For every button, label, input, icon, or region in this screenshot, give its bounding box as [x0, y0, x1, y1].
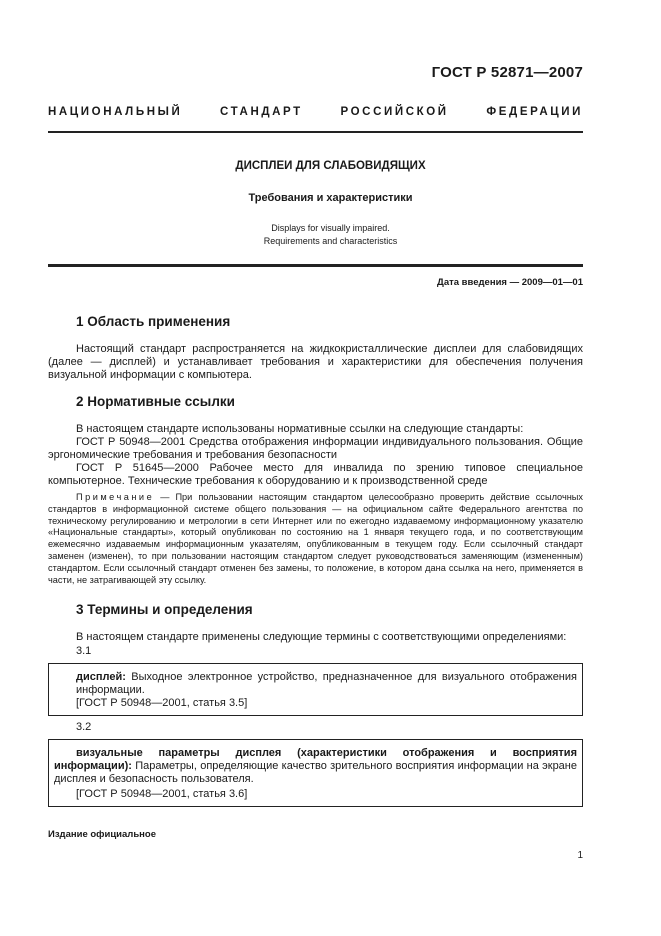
top-divider — [48, 131, 583, 133]
section2-note — [48, 492, 583, 586]
section2-body — [48, 423, 583, 488]
page-number: 1 — [577, 850, 583, 861]
term2-name: визуальные параметры дисплея (характеристики отображения и восприятия информации): — [54, 747, 577, 772]
section3-heading: 3 Термины и определения — [76, 602, 253, 617]
term2-number: 3.2 — [76, 721, 92, 733]
term1-name: дисплей: — [76, 671, 126, 683]
term2-box — [48, 739, 583, 807]
term1-box — [48, 663, 583, 716]
document-subtitle: Требования и характеристики — [248, 192, 413, 204]
english-title-line1: Displays for visually impaired. — [271, 223, 390, 233]
term1-def: Выходное электронное устройство, предназначенное для визуального отображения информации. — [76, 671, 577, 696]
section2-intro: В настоящем стандарте использованы нормативные ссылки на следующие стандарты: — [76, 423, 524, 435]
section2-ref2: ГОСТ Р 51645—2000 Рабочее место для инвалида по зрению типовое специальное компьютерное. Технические требования к оборудованию и к производственной среде — [48, 462, 583, 487]
section1-heading: 1 Область применения — [76, 314, 231, 329]
note-label: Примечание — [76, 492, 155, 502]
national-standard-banner: НАЦИОНАЛЬНЫЙ СТАНДАРТ РОССИЙСКОЙ ФЕДЕРАЦИИ — [48, 106, 583, 118]
edition-label: Издание официальное — [48, 829, 156, 840]
term2-definition — [54, 747, 577, 786]
term1-reference: [ГОСТ Р 50948—2001, статья 3.5] — [76, 697, 248, 709]
section1-text: Настоящий стандарт распространяется на жидкокристаллические дисплеи для слабовидящих (далее — дисплей) и устанавливает требования и характеристики для обеспечения получения визуальной информации с компьютера. — [48, 343, 583, 381]
section2-heading: 2 Нормативные ссылки — [76, 394, 235, 409]
section2-ref1: ГОСТ Р 50948—2001 Средства отображения информации индивидуального пользования. Общие эргономические требования и требования безопасности — [48, 436, 583, 461]
term2-def: Параметры, определяющие качество зрительного восприятия информации на экране дисплея и безопасность пользователя. — [54, 760, 577, 785]
english-title — [0, 222, 661, 248]
note-text: — При пользовании настоящим стандартом целесообразно проверить действие ссылочных стандартов в информационной системе общего пользования — на официальном сайте Федерального агентства по техническому регулированию и метрологии в сети Интернет или по ежегодно издаваемому информационному указателю «Национальные стандарты», который опубликован по состоянию на 1 января текущего года, и по соответствующим ежемесячно издаваемым информационным указателям, опубликованным в текущем году. Если ссылочный стандарт заменен (изменен), то при пользовании настоящим стандартом следует руководствоваться заменяющим (измененным) стандартом. Если ссылочный стандарт отменен без замены, то положение, в котором дана ссылка на него, применяется в части, не затрагивающей эту ссылку. — [48, 492, 583, 585]
english-title-line2: Requirements and characteristics — [263, 236, 398, 246]
section3-intro: В настоящем стандарте применены следующие термины с соответствующими определениями: — [76, 631, 567, 643]
term1-number: 3.1 — [76, 645, 92, 657]
effective-date: Дата введения — 2009—01—01 — [437, 277, 583, 288]
term2-reference: [ГОСТ Р 50948—2001, статья 3.6] — [76, 788, 248, 800]
middle-divider — [48, 264, 583, 267]
standard-number: ГОСТ Р 52871—2007 — [431, 64, 583, 81]
document-title: ДИСПЛЕИ ДЛЯ СЛАБОВИДЯЩИХ — [235, 160, 426, 172]
term1-definition — [76, 671, 577, 697]
